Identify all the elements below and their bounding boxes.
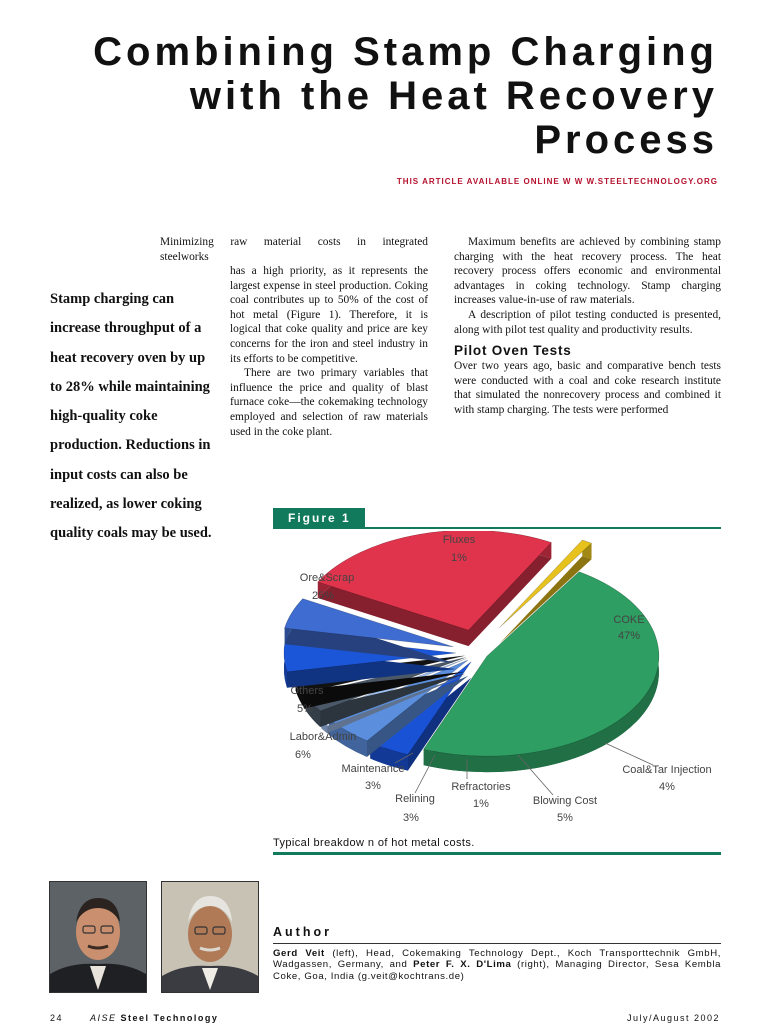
slice-value-maintenance: 3% [365,780,381,792]
journal-title: Steel Technology [116,1013,219,1023]
author-bio-2: (right), Managing Director, Sesa Kembla Coke, Goa, India (g.veit@kochtrans.de) [273,959,721,982]
author-name-1: Gerd Veit [273,948,325,959]
cost-breakdown-pie-chart [273,531,721,831]
slice-label-others: Others [290,685,324,697]
slice-value-coke: 47% [617,630,641,642]
slice-value-fluxes: 1% [451,552,467,564]
slice-label-maintenance: Maintenance [341,763,405,775]
lead-line: Minimizing raw material costs in integrated [160,236,428,248]
title-line-3: Process [534,118,718,162]
page-number: 24 [50,1013,64,1023]
slice-label-blowing-cost: Blowing Cost [532,795,598,807]
title-line-1: Combining Stamp Charging [93,30,718,74]
slice-label-labor-admin: Labor&Admin [289,731,357,743]
slice-label-relining: Relining [395,793,435,805]
slice-value-refractories: 1% [473,798,489,810]
online-availability-note: THIS ARTICLE AVAILABLE ONLINE W W W.STEELTECHNOLOGY.ORG [396,177,718,186]
figure-caption: Typical breakdow n of hot metal costs. [273,837,475,849]
author-box [273,925,721,982]
slice-value-relining: 3% [403,812,419,824]
slice-value-labor-admin: 6% [295,749,311,761]
column-2-paragraph-1: Maximum benefits are achieved by combining stamp charging with the heat recovery process. The heat recovery process offers economic and environmental advantages in coking technology. Stamp charging increases value-in-use of raw materials. [454,236,721,307]
slice-label-fluxes: Fluxes [442,534,476,546]
figure-bottom-rule [273,852,721,855]
author-photo-right [161,881,259,993]
journal-prefix: AISE [90,1013,117,1023]
author-rule [273,943,721,944]
slice-label-ore-scrap: Ore&Scrap [299,572,355,584]
lead-paragraph [160,235,428,264]
slice-value-blowing-cost: 5% [557,812,573,824]
article-title [38,30,718,162]
author-name-2: Peter F. X. D'Lima [413,959,512,971]
journal-name [90,1013,218,1023]
column-2-paragraph-3: Over two years ago, basic and comparative bench tests were conducted with a coal and coke research institute that simulated the nonrecovery process and combined it with stamp charging. The tests were performed [454,360,721,416]
figure-1 [273,508,721,855]
column-1-paragraph-1: has a high priority, as it represents the largest expense in steel production. Coking coal contributes up to 50% of the cost of hot metal (Figure 1). Therefore, it is logical that coke quality and price are key concerns for the iron and steel industry in its efforts to be competitive. [230,265,428,365]
leader-line-coal-tar-injection [605,743,653,765]
slice-label-coke: COKE [613,614,645,626]
column-2-paragraph-2: A description of pilot testing conducted is presented, along with pilot test quality and productivity results. [454,308,721,336]
pull-quote: Stamp charging can increase throughput of a heat recovery oven by up to 28% while maintaining high-quality coke production. Reductions in input costs can also be realized, as lower coking quality coals may be used. [50,291,212,542]
body-column-2 [454,235,721,418]
column-1-paragraph-2: There are two primary variables that influence the price and quality of blast furnace coke—the cokemaking technology employed and selection of raw materials used in the coke plant. [230,367,428,438]
lead-word: steelworks [160,250,209,263]
slice-value-coal-tar-injection: 4% [659,781,675,793]
figure-label: Figure 1 [273,508,365,528]
issue-date: July/August 2002 [626,1013,720,1023]
title-line-2: with the Heat Recovery [189,74,718,118]
slice-label-coal-tar-injection: Coal&Tar Injection [622,764,712,776]
section-heading-pilot-oven-tests: Pilot Oven Tests [454,343,572,359]
author-heading: Author [273,925,332,939]
slice-label-refractories: Refractories [451,781,511,793]
slice-value-ore-scrap: 25% [311,590,335,602]
slice-value-others: 5% [297,703,313,715]
body-column-1 [230,264,428,439]
author-bio-1: (left), Head, Cokemaking Technology Dept., Koch Transporttechnik GmbH, Wadgassen, Germany, and [273,948,721,971]
author-bio [273,948,721,982]
author-photo-left [49,881,147,993]
